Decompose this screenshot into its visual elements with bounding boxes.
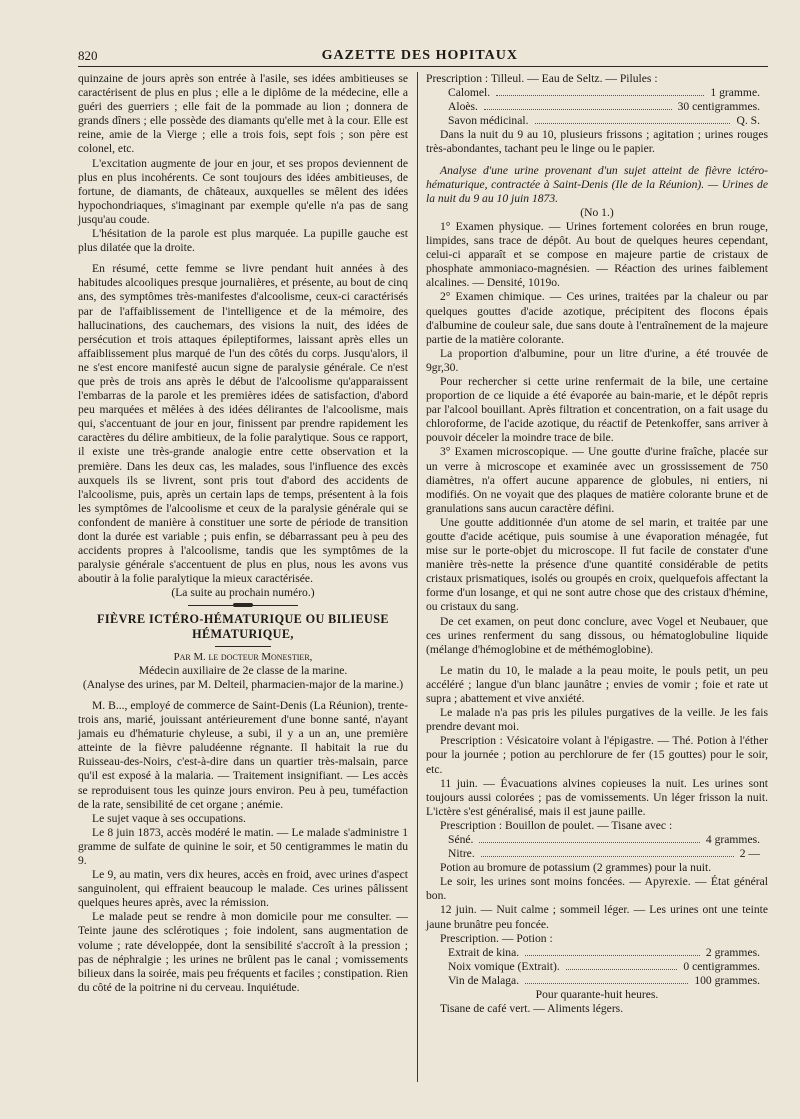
- paragraph: Tisane de café vert. — Aliments légers.: [440, 1002, 624, 1016]
- left-column: [78, 72, 408, 995]
- paragraph: Le 9, au matin, vers dix heures, accès en froid, avec urines d'aspect sanguinolent, qui effraient beaucoup le malade. Ces urines pâlissent quelques heures après, avec la rémission.: [78, 868, 408, 910]
- prescription-item: Vin de Malaga. 100 grammes.: [448, 973, 760, 987]
- prescription-item: Nitre. 2 —: [448, 847, 760, 861]
- paragraph: Prescription : Vésicatoire volant à l'épigastre. — Thé. Potion à l'éther pour la journée ; potion au perchlorure de fer (15 gouttes) pour le soir, etc.: [426, 734, 768, 776]
- article-author: Par M. le docteur Monestier,: [173, 650, 313, 663]
- journal-title: GAZETTE DES HOPITAUX: [321, 48, 518, 63]
- analysis-credit: (Analyse des urines, par M. Delteil, pharmacien-major de la marine.): [82, 677, 404, 691]
- prescription-item: Calomel. 1 gramme.: [448, 86, 760, 100]
- paragraph: Potion au bromure de potassium (2 grammes) pour la nuit.: [440, 861, 712, 875]
- paragraph: 1° Examen physique. — Urines fortement colorées en brun rouge, limpides, sans trace de dépôt. Au bout de quelques heures cependant, celui-ci apparaît et se compose en majeure partie de cristaux de phosphate ammoniaco-magnésien. — Réaction des urines faiblement alcalines. — Densité, 1019o.: [426, 219, 768, 290]
- paragraph: Le malade peut se rendre à mon domicile pour me consulter. — Teinte jaune des sclérotiques ; foie indolent, sans augmentation de volume ; rate développée, dont la sensibilité s'accroît à la pression ; pas de néphralgie ; les urines ne brûlent pas le canal ; vomissements bilieux dans la soirée, mais peu fréquents et faciles ; constipation. Rien du côté de la poitrine ni du cerveau. Inquiétude.: [78, 910, 408, 994]
- paragraph: Le malade n'a pas pris les pilules purgatives de la veille. Je les fais prendre devant moi.: [426, 706, 768, 734]
- title-rule: [215, 646, 271, 647]
- paragraph: Le 8 juin 1873, accès modéré le matin. — Le malade s'administre 1 gramme de sulfate de quinine le soir, et 50 centigrammes le matin du 9.: [78, 825, 408, 867]
- paragraph: 11 juin. — Évacuations alvines copieuses la nuit. Les urines sont toujours aussi colorées ; pas de vomissements. Un léger frisson la nuit. L'ictère s'est généralisé, mais il est jaune paille.: [426, 776, 768, 818]
- paragraph: Une goutte additionnée d'un atome de sel marin, et traitée par une goutte d'acide acétique, puis soumise à une évaporation ménagée, fut mise sur le porte-objet du microscope. Il fut facile de constater d'une manière très-nette la présence d'une quantité considérable de petits cristaux prismatiques, isolés ou groupés en croix, quelquefois affectant la forme d'un losange, et qui ne sont autre chose que des cristaux d'hémine, ou cristaux du sang.: [426, 515, 768, 614]
- prescription-duration: Pour quarante-huit heures.: [535, 988, 659, 1001]
- page-number: 820: [78, 48, 98, 63]
- paragraph: La proportion d'albumine, pour un litre d'urine, a été trouvée de 9gr,30.: [426, 346, 768, 374]
- prescription: Prescription : Bouillon de poulet. — Tisane avec :: [440, 818, 673, 832]
- paragraph: Le soir, les urines sont moins foncées. — Apyrexie. — État général bon.: [426, 875, 768, 903]
- paragraph: 12 juin. — Nuit calme ; sommeil léger. — Les urines ont une teinte jaune brunâtre peu foncée.: [426, 903, 768, 931]
- paragraph: 3° Examen microscopique. — Une goutte d'urine fraîche, placée sur un verre à microscope et examinée avec un grossissement de 750 diamètres, n'a offert aucune apparence de globules, ni entiers, ni modifiés. On ne voyait que des plaques de matière colorante brune et de granulations sans aucun caractère défini.: [426, 445, 768, 515]
- paragraph: Le sujet vaque à ses occupations.: [92, 811, 246, 825]
- prescription-item: Noix vomique (Extrait). 0 centigrammes.: [448, 959, 760, 973]
- paragraph: M. B..., employé de commerce de Saint-Denis (La Réunion), trente-trois ans, marié, jouissant antérieurement d'une bonne santé, n'ayant jamais eu d'hématurie chyleuse, a subi, il y a un an, une première atteinte de la fièvre paludéenne régnante. Il habitait la rue du Ruisseau-des-Noirs, c'est-à-dire dans un quartier très-malsain, parce qu'il est exposé à la malaria. — Traitement insignifiant. — Les accès se reproduisent tous les quinze jours environ. Peu à peu, tuméfaction de la rate, sensibilité de cet organe ; anémie.: [78, 698, 408, 811]
- paragraph: quinzaine de jours après son entrée à l'asile, ses idées ambitieuses se caractérisent de plus en plus ; elle a le diplôme de la médecine, elle a guéri des guerriers ; elle fait de la pommade au lion ; donnera de grands dîners ; elle possède des diamants qu'elle met à la cour. Elle est reine, amie de la Vierge ; elle a trois fois, sept fois ; son père est colonel, etc.: [78, 72, 408, 156]
- prescription-item: Aloès. 30 centigrammes.: [448, 100, 760, 114]
- article-title: FIÈVRE ICTÉRO-HÉMATURIQUE OU BILIEUSE HÉMATURIQUE,: [97, 612, 389, 641]
- paragraph: Pour rechercher si cette urine renfermait de la bile, une certaine proportion de ce liquide a été évaporée au bain-marie, et le dépôt repris par l'alcool bouillant. Après filtration et concentration, on a fait usage du chloroforme, de l'acide azotique, du réactif de Petenkoffer, sans arriver à pouvoir déceler la moindre trace de bile.: [426, 374, 768, 445]
- right-column: [426, 72, 768, 1016]
- page-header: [78, 44, 768, 67]
- prescription-item: Savon médicinal. Q. S.: [448, 114, 760, 128]
- paragraph: En résumé, cette femme se livre pendant huit années à des habitudes alcooliques presque journalières, et présente, au bout de cinq ans, des symptômes très-manifestes d'alcoolisme, ceux-ci caractérisés par de l'affaiblissement de l'intelligence et de la mémoire, des hallucinations, des cauchemars, des visions la nuit, des idées de persécution et trois attaques épileptiformes, laissant après elles un affaiblissement plus marqué de l'un des côtés du corps. Jusqu'alors, il ne s'est encore manifesté aucun signe de paralysie générale. Ce n'est que près de trois ans après le début de l'alcoolisme qu'apparaissent l'embarras de la parole et les premières idées de satisfaction, d'abord peu marquées et mêlées à des idées délirantes de l'alcoolisme, mais qui, s'accentuant de jour en jour, finissent par prendre rapidement les caractères du délire ambitieux, de la folie paralytique. Sous ce rapport, il existe une très-grande analogie entre cette observation et la première. Dans les deux cas, les malades, sous l'influence des excès auxquels ils se livrent, sont pris tout d'abord des accidents de l'alcoolisme, puis, après un certain laps de temps, présentent à la fois les symptômes de l'alcoolisme et ceux de la paralysie générale qui se confondent de manière à constituer une sorte de période de transition dont la durée est variable ; puis enfin, se débarrassant peu à peu des accidents propres à l'alcoolisme, tandis que les symptômes de la paralysie générale s'accentuent de plus en plus, nous les avons vus aboutir à la folie paralytique la mieux caractérisée.: [78, 262, 408, 586]
- prescription-item: Séné. 4 grammes.: [448, 832, 760, 846]
- author-title: Médecin auxiliaire de 2e classe de la marine.: [138, 663, 348, 677]
- paragraph: De cet examen, on peut donc conclure, avec Vogel et Neubauer, que ces urines renferment du sang dissous, ou hématoglobuline liquide (mélange d'hémoglobine et de méthémoglobine).: [426, 614, 768, 656]
- column-divider: [417, 72, 418, 1082]
- paragraph: 2° Examen chimique. — Ces urines, traitées par la chaleur ou par quelques gouttes d'acide azotique, précipitent des flocons épais d'albumine de couleur sale, due sans doute à l'entraînement de la majeure partie de la matière colorante.: [426, 290, 768, 346]
- paragraph: L'hésitation de la parole est plus marquée. La pupille gauche est plus dilatée que la droite.: [78, 227, 408, 255]
- analysis-title: Analyse d'une urine provenant d'un sujet atteint de fièvre ictéro-hématurique, contractée à Saint-Denis (Ile de la Réunion). — Urines de la nuit du 9 au 10 juin 1873.: [426, 163, 768, 205]
- analysis-number: (No 1.): [580, 205, 614, 219]
- section-rule: [188, 605, 298, 606]
- prescription-item: Extrait de kina. 2 grammes.: [448, 945, 760, 959]
- prescription: Prescription. — Potion :: [440, 931, 553, 945]
- paragraph: L'excitation augmente de jour en jour, et ses propos deviennent de plus en plus incohérents. Ce sont toujours des idées ambitieuses, de fortune, de diamants, de châteaux, auxquelles se mêlent des idées hypochondriaques, s'imaginant par exemple qu'elle n'a pas de sang jusqu'au coude.: [78, 156, 408, 226]
- prescription: Prescription : Tilleul. — Eau de Seltz. — Pilules :: [426, 72, 658, 85]
- paragraph: Le matin du 10, le malade a la peau moite, le pouls petit, un peu accéléré ; langue d'un blanc jaunâtre ; envies de vomir ; foie et rate ut supra ; abattement et vive anxiété.: [426, 663, 768, 706]
- paragraph: Dans la nuit du 9 au 10, plusieurs frissons ; agitation ; urines rouges très-abondantes, tachant peu le linge ou le papier.: [426, 128, 768, 156]
- continuation-note: (La suite au prochain numéro.): [171, 586, 315, 600]
